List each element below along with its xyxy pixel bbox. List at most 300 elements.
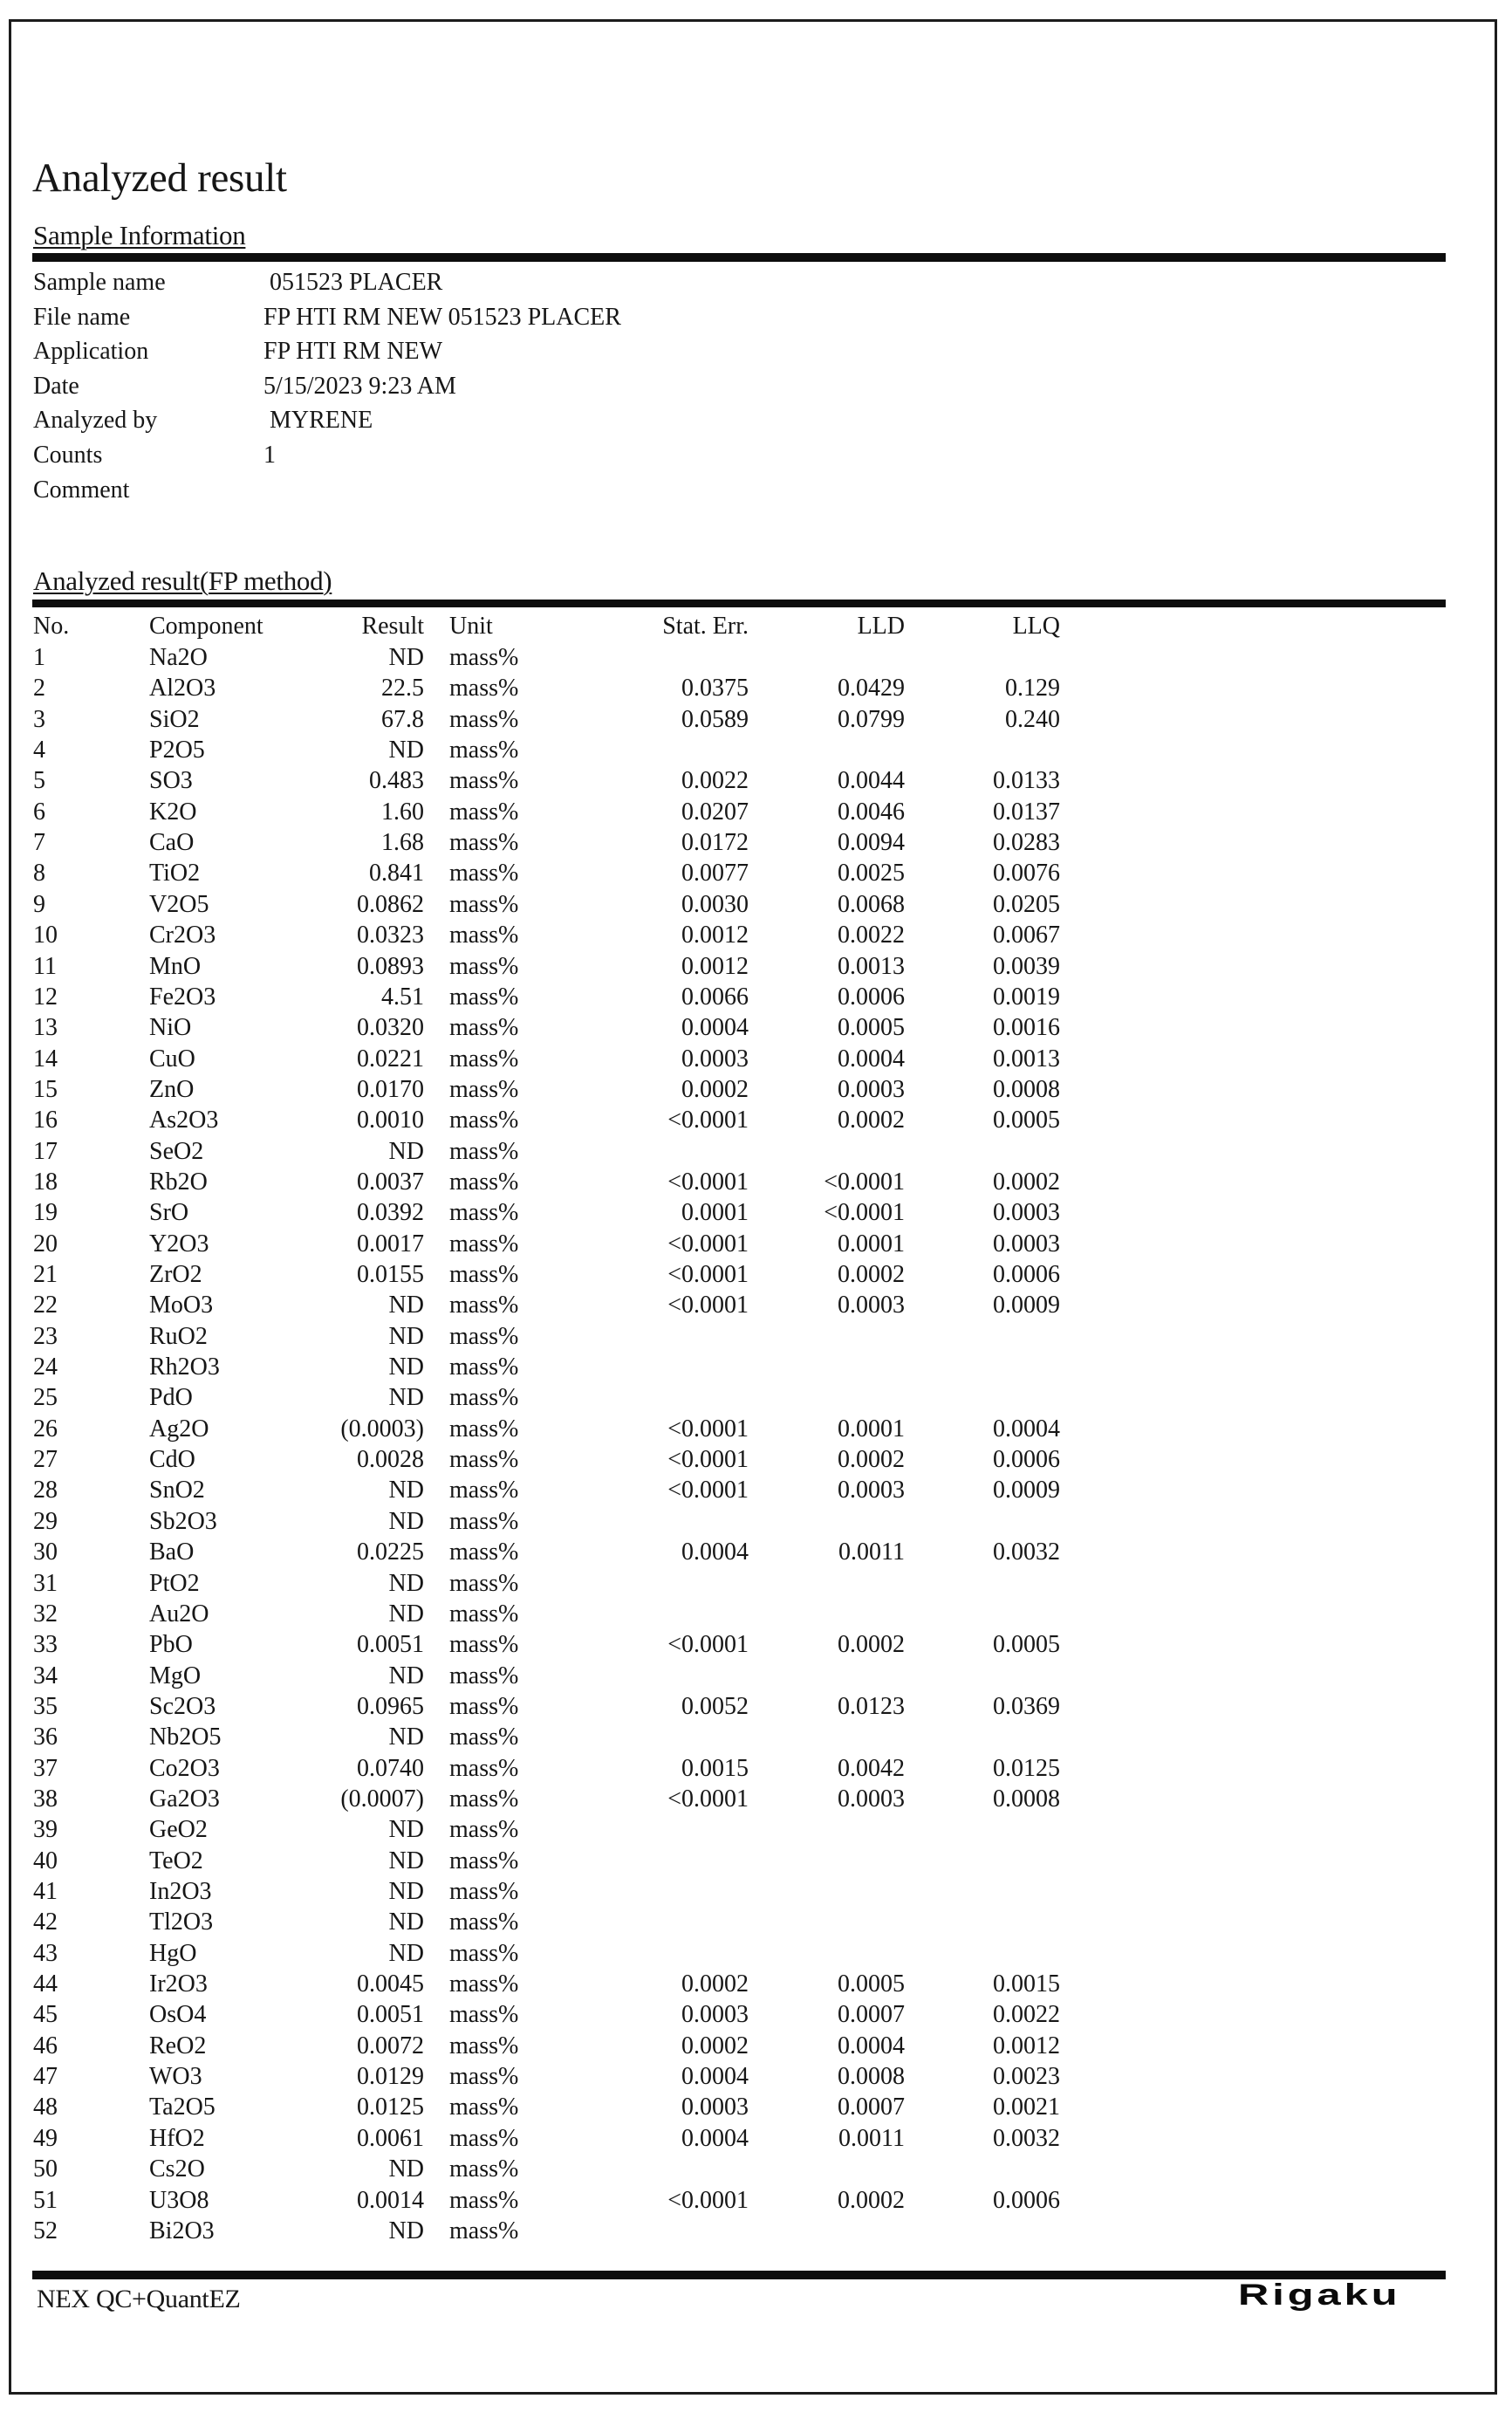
cell-component: Cr2O3 — [149, 922, 216, 949]
cell-llq: 0.0032 — [993, 2124, 1060, 2152]
table-row — [0, 1074, 1512, 1106]
cell-component: P2O5 — [149, 737, 205, 764]
cell-component: OsO4 — [149, 2001, 207, 2029]
table-row — [0, 1044, 1512, 1075]
cell-lld: 0.0006 — [838, 983, 905, 1011]
cell-no: 13 — [33, 1014, 58, 1042]
cell-no: 11 — [33, 952, 57, 980]
cell-stat-err: 0.0015 — [681, 1754, 749, 1782]
cell-llq: 0.0005 — [993, 1631, 1060, 1659]
table-row — [0, 1814, 1512, 1846]
table-row — [0, 982, 1512, 1013]
cell-unit: mass% — [449, 1785, 519, 1813]
cell-no: 2 — [33, 675, 45, 702]
table-row — [0, 1197, 1512, 1229]
cell-unit: mass% — [449, 1107, 519, 1134]
cell-no: 46 — [33, 2032, 58, 2059]
cell-stat-err: 0.0002 — [681, 1075, 749, 1103]
cell-llq: 0.0067 — [993, 922, 1060, 949]
cell-no: 14 — [33, 1045, 58, 1072]
cell-component: Rb2O — [149, 1168, 208, 1196]
cell-no: 41 — [33, 1878, 58, 1905]
cell-unit: mass% — [449, 2155, 519, 2183]
cell-stat-err: 0.0004 — [681, 2124, 749, 2152]
cell-llq: 0.0023 — [993, 2063, 1060, 2091]
document-title: Analyzed result — [32, 155, 287, 201]
cell-result: 0.0225 — [357, 1538, 424, 1566]
cell-llq: 0.0008 — [993, 1075, 1060, 1103]
cell-stat-err: 0.0003 — [681, 1045, 749, 1072]
cell-component: RuO2 — [149, 1322, 208, 1350]
cell-result: ND — [388, 1569, 424, 1597]
info-label: Counts — [33, 442, 103, 469]
cell-unit: mass% — [449, 1908, 519, 1936]
cell-result: 0.0155 — [357, 1261, 424, 1288]
cell-lld: 0.0123 — [838, 1692, 905, 1720]
cell-no: 37 — [33, 1754, 58, 1782]
cell-lld: 0.0007 — [838, 2001, 905, 2029]
cell-no: 29 — [33, 1507, 58, 1535]
cell-no: 19 — [33, 1199, 58, 1227]
cell-result: 0.483 — [369, 767, 424, 795]
cell-component: Ag2O — [149, 1415, 209, 1442]
cell-lld: 0.0001 — [838, 1230, 905, 1257]
cell-no: 12 — [33, 983, 58, 1011]
cell-llq: 0.0004 — [993, 1415, 1060, 1442]
cell-stat-err: 0.0001 — [681, 1199, 749, 1227]
table-row — [0, 1352, 1512, 1383]
table-row — [0, 642, 1512, 674]
cell-unit: mass% — [449, 798, 519, 826]
cell-result: ND — [388, 2155, 424, 2183]
cell-component: CdO — [149, 1446, 195, 1474]
cell-unit: mass% — [449, 1477, 519, 1504]
info-label: Sample name — [33, 269, 166, 296]
cell-lld: 0.0003 — [838, 1075, 905, 1103]
cell-unit: mass% — [449, 1045, 519, 1072]
cell-llq: 0.0125 — [993, 1754, 1060, 1782]
cell-component: U3O8 — [149, 2186, 209, 2214]
cell-component: Ta2O5 — [149, 2093, 216, 2121]
cell-result: 0.0051 — [357, 1631, 424, 1659]
cell-unit: mass% — [449, 1600, 519, 1628]
cell-stat-err: 0.0004 — [681, 1538, 749, 1566]
table-row — [0, 1722, 1512, 1753]
cell-stat-err: <0.0001 — [667, 1477, 749, 1504]
column-header-lld: LLD — [857, 613, 905, 640]
cell-unit: mass% — [449, 1384, 519, 1412]
cell-result: 67.8 — [381, 705, 424, 733]
table-row — [0, 1229, 1512, 1260]
cell-component: NiO — [149, 1014, 192, 1042]
cell-stat-err: <0.0001 — [667, 1261, 749, 1288]
table-row — [0, 2061, 1512, 2093]
table-row — [0, 1414, 1512, 1445]
table-row — [0, 1876, 1512, 1908]
cell-stat-err: 0.0002 — [681, 2032, 749, 2059]
table-row — [0, 920, 1512, 951]
table-row — [0, 1506, 1512, 1538]
cell-unit: mass% — [449, 1446, 519, 1474]
cell-unit: mass% — [449, 2032, 519, 2059]
cell-result: 0.841 — [369, 860, 424, 887]
cell-lld: 0.0013 — [838, 952, 905, 980]
cell-component: Ir2O3 — [149, 1970, 208, 1998]
table-row — [0, 1599, 1512, 1630]
table-row — [0, 1105, 1512, 1136]
cell-unit: mass% — [449, 1569, 519, 1597]
cell-result: 0.0061 — [357, 2124, 424, 2152]
cell-result: ND — [388, 2217, 424, 2244]
cell-component: HgO — [149, 1939, 197, 1967]
cell-no: 16 — [33, 1107, 58, 1134]
cell-component: MgO — [149, 1662, 202, 1689]
cell-result: ND — [388, 1292, 424, 1319]
cell-lld: <0.0001 — [824, 1199, 905, 1227]
table-header-row — [0, 611, 1512, 642]
cell-no: 15 — [33, 1075, 58, 1103]
cell-llq: 0.0016 — [993, 1014, 1060, 1042]
info-label: Comment — [33, 476, 130, 504]
cell-result: ND — [388, 1908, 424, 1936]
table-row — [0, 1753, 1512, 1785]
cell-lld: 0.0005 — [838, 1014, 905, 1042]
cell-llq: 0.0022 — [993, 2001, 1060, 2029]
cell-no: 50 — [33, 2155, 58, 2183]
cell-no: 31 — [33, 1569, 58, 1597]
cell-unit: mass% — [449, 644, 519, 671]
column-header-llq: LLQ — [1012, 613, 1060, 640]
cell-unit: mass% — [449, 2093, 519, 2121]
cell-stat-err: 0.0003 — [681, 2093, 749, 2121]
cell-llq: 0.0133 — [993, 767, 1060, 795]
cell-no: 40 — [33, 1847, 58, 1874]
cell-no: 10 — [33, 922, 58, 949]
cell-no: 20 — [33, 1230, 58, 1257]
cell-result: ND — [388, 1384, 424, 1412]
cell-lld: 0.0011 — [838, 2124, 905, 2152]
cell-result: 0.0740 — [357, 1754, 424, 1782]
cell-llq: 0.0021 — [993, 2093, 1060, 2121]
cell-lld: 0.0002 — [838, 1261, 905, 1288]
cell-unit: mass% — [449, 2124, 519, 2152]
cell-component: Sc2O3 — [149, 1692, 216, 1720]
cell-lld: 0.0429 — [838, 675, 905, 702]
cell-stat-err: <0.0001 — [667, 1785, 749, 1813]
cell-component: CaO — [149, 829, 195, 857]
cell-unit: mass% — [449, 1631, 519, 1659]
cell-lld: 0.0007 — [838, 2093, 905, 2121]
table-row — [0, 2092, 1512, 2123]
cell-component: HfO2 — [149, 2124, 205, 2152]
cell-unit: mass% — [449, 737, 519, 764]
table-row — [0, 1969, 1512, 2000]
cell-lld: 0.0004 — [838, 2032, 905, 2059]
cell-result: ND — [388, 1353, 424, 1381]
cell-unit: mass% — [449, 1816, 519, 1844]
cell-stat-err: 0.0012 — [681, 922, 749, 949]
table-row — [0, 1999, 1512, 2031]
cell-no: 39 — [33, 1816, 58, 1844]
cell-no: 3 — [33, 705, 45, 733]
cell-lld: 0.0005 — [838, 1970, 905, 1998]
cell-stat-err: <0.0001 — [667, 1230, 749, 1257]
table-row — [0, 1136, 1512, 1168]
cell-component: K2O — [149, 798, 197, 826]
info-value: 1 — [263, 442, 276, 469]
cell-stat-err: <0.0001 — [667, 1415, 749, 1442]
cell-no: 30 — [33, 1538, 58, 1566]
column-header-component: Component — [149, 613, 263, 640]
cell-unit: mass% — [449, 2217, 519, 2244]
cell-component: ZnO — [149, 1075, 195, 1103]
table-row — [0, 704, 1512, 736]
cell-result: ND — [388, 1507, 424, 1535]
cell-llq: 0.0009 — [993, 1292, 1060, 1319]
cell-llq: 0.0076 — [993, 860, 1060, 887]
table-row — [0, 1537, 1512, 1568]
cell-unit: mass% — [449, 1415, 519, 1442]
cell-stat-err: 0.0012 — [681, 952, 749, 980]
cell-no: 22 — [33, 1292, 58, 1319]
cell-lld: <0.0001 — [824, 1168, 905, 1196]
cell-component: WO3 — [149, 2063, 202, 2091]
cell-result: 0.0045 — [357, 1970, 424, 1998]
cell-no: 25 — [33, 1384, 58, 1412]
cell-lld: 0.0003 — [838, 1477, 905, 1504]
table-row — [0, 1846, 1512, 1877]
cell-component: In2O3 — [149, 1878, 212, 1905]
cell-unit: mass% — [449, 1878, 519, 1905]
cell-no: 36 — [33, 1723, 58, 1751]
cell-no: 51 — [33, 2186, 58, 2214]
cell-result: 4.51 — [381, 983, 424, 1011]
cell-result: 1.60 — [381, 798, 424, 826]
cell-lld: 0.0001 — [838, 1415, 905, 1442]
cell-result: ND — [388, 1723, 424, 1751]
cell-component: Co2O3 — [149, 1754, 220, 1782]
cell-result: 0.0965 — [357, 1692, 424, 1720]
cell-no: 17 — [33, 1137, 58, 1165]
cell-llq: 0.0032 — [993, 1538, 1060, 1566]
cell-component: Ga2O3 — [149, 1785, 220, 1813]
cell-component: Au2O — [149, 1600, 209, 1628]
cell-component: PtO2 — [149, 1569, 200, 1597]
cell-component: Sb2O3 — [149, 1507, 217, 1535]
cell-lld: 0.0002 — [838, 2186, 905, 2214]
cell-result: ND — [388, 1816, 424, 1844]
cell-component: TiO2 — [149, 860, 201, 887]
cell-unit: mass% — [449, 2186, 519, 2214]
info-value: MYRENE — [263, 407, 373, 435]
cell-stat-err: 0.0066 — [681, 983, 749, 1011]
table-row — [0, 951, 1512, 983]
cell-no: 49 — [33, 2124, 58, 2152]
table-row — [0, 2123, 1512, 2155]
cell-no: 4 — [33, 737, 45, 764]
info-label: Date — [33, 372, 79, 400]
cell-component: TeO2 — [149, 1847, 203, 1874]
table-row — [0, 1661, 1512, 1692]
cell-component: GeO2 — [149, 1816, 208, 1844]
cell-component: Tl2O3 — [149, 1908, 214, 1936]
cell-result: ND — [388, 1939, 424, 1967]
cell-no: 23 — [33, 1322, 58, 1350]
cell-stat-err: 0.0003 — [681, 2001, 749, 2029]
results-heading: Analyzed result(FP method) — [33, 565, 332, 596]
cell-result: 0.0170 — [357, 1075, 424, 1103]
cell-unit: mass% — [449, 1754, 519, 1782]
table-row — [0, 1444, 1512, 1476]
cell-result: 0.0017 — [357, 1230, 424, 1257]
cell-component: As2O3 — [149, 1107, 219, 1134]
cell-no: 1 — [33, 644, 45, 671]
cell-llq: 0.0012 — [993, 2032, 1060, 2059]
cell-no: 28 — [33, 1477, 58, 1504]
table-row — [0, 2031, 1512, 2062]
cell-unit: mass% — [449, 922, 519, 949]
table-row — [0, 2185, 1512, 2217]
table-row — [0, 1382, 1512, 1414]
cell-no: 32 — [33, 1600, 58, 1628]
cell-unit: mass% — [449, 1199, 519, 1227]
cell-unit: mass% — [449, 705, 519, 733]
cell-unit: mass% — [449, 829, 519, 857]
cell-result: ND — [388, 1847, 424, 1874]
column-header-stat-err: Stat. Err. — [662, 613, 749, 640]
cell-no: 26 — [33, 1415, 58, 1442]
cell-llq: 0.0009 — [993, 1477, 1060, 1504]
cell-unit: mass% — [449, 890, 519, 918]
cell-lld: 0.0046 — [838, 798, 905, 826]
cell-component: Fe2O3 — [149, 983, 216, 1011]
cell-component: V2O5 — [149, 890, 209, 918]
cell-lld: 0.0094 — [838, 829, 905, 857]
cell-lld: 0.0022 — [838, 922, 905, 949]
cell-result: ND — [388, 1322, 424, 1350]
cell-llq: 0.0006 — [993, 1261, 1060, 1288]
cell-unit: mass% — [449, 2063, 519, 2091]
cell-unit: mass% — [449, 767, 519, 795]
cell-no: 35 — [33, 1692, 58, 1720]
cell-lld: 0.0068 — [838, 890, 905, 918]
cell-stat-err: <0.0001 — [667, 1292, 749, 1319]
cell-stat-err: 0.0375 — [681, 675, 749, 702]
cell-unit: mass% — [449, 1723, 519, 1751]
table-row — [0, 673, 1512, 704]
cell-result: ND — [388, 1477, 424, 1504]
table-row — [0, 1568, 1512, 1600]
cell-stat-err: 0.0052 — [681, 1692, 749, 1720]
table-row — [0, 1167, 1512, 1198]
info-value: 051523 PLACER — [263, 269, 443, 296]
cell-stat-err: 0.0589 — [681, 705, 749, 733]
cell-no: 27 — [33, 1446, 58, 1474]
info-label: Analyzed by — [33, 407, 158, 435]
cell-component: Nb2O5 — [149, 1723, 222, 1751]
table-row — [0, 1938, 1512, 1970]
cell-unit: mass% — [449, 1292, 519, 1319]
cell-unit: mass% — [449, 1507, 519, 1535]
cell-stat-err: 0.0172 — [681, 829, 749, 857]
table-row — [0, 1259, 1512, 1291]
cell-llq: 0.0003 — [993, 1230, 1060, 1257]
cell-unit: mass% — [449, 1847, 519, 1874]
cell-component: Rh2O3 — [149, 1353, 220, 1381]
cell-stat-err: 0.0022 — [681, 767, 749, 795]
cell-lld: 0.0002 — [838, 1446, 905, 1474]
cell-llq: 0.0006 — [993, 2186, 1060, 2214]
cell-component: MoO3 — [149, 1292, 214, 1319]
cell-llq: 0.0006 — [993, 1446, 1060, 1474]
cell-lld: 0.0799 — [838, 705, 905, 733]
cell-no: 44 — [33, 1970, 58, 1998]
cell-unit: mass% — [449, 1168, 519, 1196]
info-value: FP HTI RM NEW — [263, 338, 443, 366]
footer-rule — [32, 2271, 1446, 2279]
cell-component: CuO — [149, 1045, 195, 1072]
cell-no: 43 — [33, 1939, 58, 1967]
cell-unit: mass% — [449, 1970, 519, 1998]
cell-no: 42 — [33, 1908, 58, 1936]
cell-result: ND — [388, 1662, 424, 1689]
cell-no: 47 — [33, 2063, 58, 2091]
cell-result: 0.0320 — [357, 1014, 424, 1042]
cell-result: 0.0129 — [357, 2063, 424, 2091]
cell-no: 48 — [33, 2093, 58, 2121]
table-row — [0, 1784, 1512, 1815]
cell-lld: 0.0044 — [838, 767, 905, 795]
cell-component: SeO2 — [149, 1137, 204, 1165]
cell-result: 1.68 — [381, 829, 424, 857]
cell-no: 38 — [33, 1785, 58, 1813]
cell-result: 0.0028 — [357, 1446, 424, 1474]
cell-unit: mass% — [449, 952, 519, 980]
cell-lld: 0.0003 — [838, 1785, 905, 1813]
table-row — [0, 797, 1512, 828]
cell-llq: 0.0039 — [993, 952, 1060, 980]
cell-component: ReO2 — [149, 2032, 207, 2059]
cell-unit: mass% — [449, 1353, 519, 1381]
cell-component: Y2O3 — [149, 1230, 209, 1257]
cell-stat-err: 0.0077 — [681, 860, 749, 887]
cell-result: 0.0125 — [357, 2093, 424, 2121]
cell-result: ND — [388, 644, 424, 671]
cell-llq: 0.0008 — [993, 1785, 1060, 1813]
cell-component: SiO2 — [149, 705, 200, 733]
cell-stat-err: <0.0001 — [667, 1168, 749, 1196]
cell-llq: 0.0005 — [993, 1107, 1060, 1134]
cell-unit: mass% — [449, 1538, 519, 1566]
cell-no: 18 — [33, 1168, 58, 1196]
section-rule — [32, 253, 1446, 262]
cell-llq: 0.0003 — [993, 1199, 1060, 1227]
cell-llq: 0.0369 — [993, 1692, 1060, 1720]
cell-component: ZrO2 — [149, 1261, 202, 1288]
cell-lld: 0.0008 — [838, 2063, 905, 2091]
cell-lld: 0.0011 — [838, 1538, 905, 1566]
cell-unit: mass% — [449, 1137, 519, 1165]
cell-unit: mass% — [449, 1662, 519, 1689]
table-row — [0, 889, 1512, 921]
cell-component: SnO2 — [149, 1477, 205, 1504]
cell-unit: mass% — [449, 1939, 519, 1967]
cell-component: Cs2O — [149, 2155, 205, 2183]
cell-no: 34 — [33, 1662, 58, 1689]
cell-no: 33 — [33, 1631, 58, 1659]
cell-result: ND — [388, 1600, 424, 1628]
cell-result: 0.0072 — [357, 2032, 424, 2059]
